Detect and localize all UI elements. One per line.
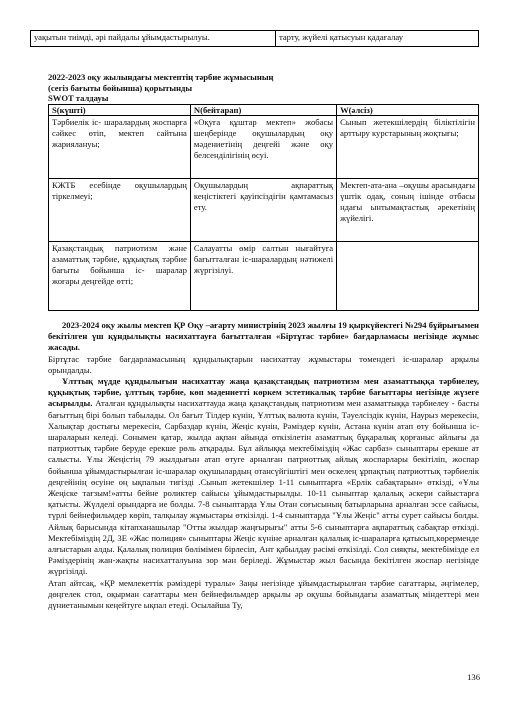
table-cell: уақытын тиімді, әрі пайдалы ұйымдастырылуы.: [31, 31, 276, 47]
section-heading: [48, 72, 468, 104]
swot-cell: КЖТБ есебінде оқушылардың тіркелмеуі;: [49, 179, 191, 242]
table-row: [49, 116, 479, 179]
body-text: [48, 320, 479, 611]
table-row: [31, 31, 479, 47]
swot-cell: Мектеп-ата-ана –оқушы арасындағы үштік одақ, соның ішінде отбасы ндағы ынтымақтастық әрекетінің жүйелігі.: [337, 179, 479, 242]
swot-cell: Салауатты өмір салтын нығайтуға бағытталған іс-шаралардың нәтижелі жүргізілуі.: [190, 242, 336, 311]
swot-cell: Қазақстандық патриотизм және азаматтық тәрбие, құқықтық тәрбие бағыты бойынша іс- шаралар жоғары деңгейде өтті;: [49, 242, 191, 311]
body-paragraph: Атап айтсақ, «ҚР мемлекеттік рәміздері туралы» Заңы негізінде ұйымдастырылған тәрбие сағаттары, әңгімелер, дөңгелек стол, оқырман сағаттары мен бейнефильмдер арқылы әр оқушы бойындағы азаматтық міндеттері мен дүниетанымын кеңейтуге ықпал етеді. Осылайша Ту,: [48, 577, 479, 611]
swot-cell: Тәрбиелік іс- шаралардың жоспарға сәйкес өтіп, мектеп сайтына жариялануы;: [49, 116, 191, 179]
swot-header-strong: S(күшті): [49, 105, 191, 116]
table-cell: тарту, жүйелі қатысуын қадағалау: [276, 31, 479, 47]
swot-header-weak: W(әлсіз): [337, 105, 479, 116]
table-row: [49, 179, 479, 242]
paragraph-lead: Ұлттық мүдде құндылығын насихаттау жаңа қазақстандық патриотизм мен азаматтыққа тәрбиелеу, құқықтық тәрбие, ұлттық тәрбие, көп мәдениетті көркем эстетикалық тәрбие бағыттары негізінде жүзеге асырылды.: [48, 376, 479, 409]
section-title-line: (сегіз бағыты бойынша) қорытынды: [48, 82, 193, 93]
swot-cell: Оқушылардың ақпараттық кеңістіктегі қауіпсіздігін қамтамасыз ету.: [190, 179, 336, 242]
swot-table: [48, 104, 479, 311]
body-paragraph: [48, 376, 479, 578]
section-title-line: 2022-2023 оқу жылындағы мектептің тәрбие жұмысының: [48, 72, 274, 82]
swot-cell: [337, 242, 479, 311]
continuation-table: [30, 30, 479, 47]
paragraph-text: Аталған құндылықты насихаттауда жаңа қазақстандық патриотизм мен азаматтыққа тәрбиелеу - басты бағыттың бірі болып табылады. Ол бағыт Тілдер күнін, Ұлттық валюта күнін, Тәуелсіздік күнін, Наурыз мерекесін, Халықтар достығы мерекесін, Сарбаздар күнін, Жеңіс күнін, Рәміздер күнін, Астана күнін атап өту бойынша іс-шараларын келеді. Сонымен қатар, жылда ақпан айында өткізілетін азаматтық бұқаралық қорғаныс айлығы да патриоттық тәрбие беруде ерекше рөль атқарады. Бұл айлыққа мектебіміздің «Жас сарбаз» сыныптары ерекше ат салысты. Ұлы Жеңістің 79 жылдығын атап өтуге арналған патриоттық айлық жоспарлары бекітіліп, жоспар бойынша ұйымдастырылған іс-шаралар оқушылардың отансүйгіштігі мен өскелең ұрпақтың патриоттық тәрбиелік деңгейінің өсуіне оң ықпалын тигізді .Сынып жетекшілер 1-11 сыныптарға «Ерлік сабақтарын» өткізді, «Ұлы Жеңіске тағзым!»атты бейне роликтер сайысы ұйымдастырылды. 10-11 сыныптар қалалық әскери сайыстарға қатысты. Жүлделі орындарға ие болды. 7-8 сыныптарда Ұлы Отан соғысының батырларына арналған эссе сайысы, түрлі бейнефильмдер көріп, талқылау жұмыстары өткізілді. 1-4 сыныптарда "Ұлы Жеңіс" атты сурет сайысы болды. Айлық барысында кітапханашылар "Отты жылдар жаңғырығы" атты 5-6 сыныптарға ақпараттық сабақтар өткізді. Мектебіміздің 2Д, 3Е «Жас полиция» сыныптары Жеңіс күніне арналған қалалық іс-шараларға қатысып,көрерменде алғыстарын алды. Қалалық полиция бөлімімен бірлесіп, Ант қабылдау рәсімі өткізілді. Сол сияқты, мектебімізде ел Рәміздерінің жан-жақты насихатталуына зор мән беріледі. Жұмыстар жыл басында бекітілген жоспар негізінде жүргізілді.: [48, 398, 479, 577]
body-intro: Біртұтас тәрбие бағдарламасының құндылықтарын насихаттау жұмыстары төмендегі іс-шаралар арқылы орындалды.: [48, 353, 479, 375]
page-number: 136: [467, 672, 480, 682]
swot-header-row: [49, 105, 479, 116]
table-row: [49, 242, 479, 311]
body-heading: 2023-2024 оқу жылы мектеп ҚР Оқу –ағарту министрінің 2023 жылғы 19 қыркүйектегі №294 бұйрығымен бекітілген үш құндылықты насихаттауға бағытталған «Біртұтас тәрбие» бағдарламасы негізінде жұмыс жасады.: [48, 320, 479, 353]
swot-cell: «Оқуға құштар мектеп» жобасы шеңберінде оқушылардың оқу мәдениетінің деңгейі және оқу белсенділігінің өсуі.: [190, 116, 336, 179]
section-title-line: SWOT талдауы: [48, 93, 109, 103]
swot-cell: Сынып жетекшілердің біліктілігін арттыру курстарының жоқтығы;: [337, 116, 479, 179]
swot-header-neutral: N(бейтарап): [190, 105, 336, 116]
